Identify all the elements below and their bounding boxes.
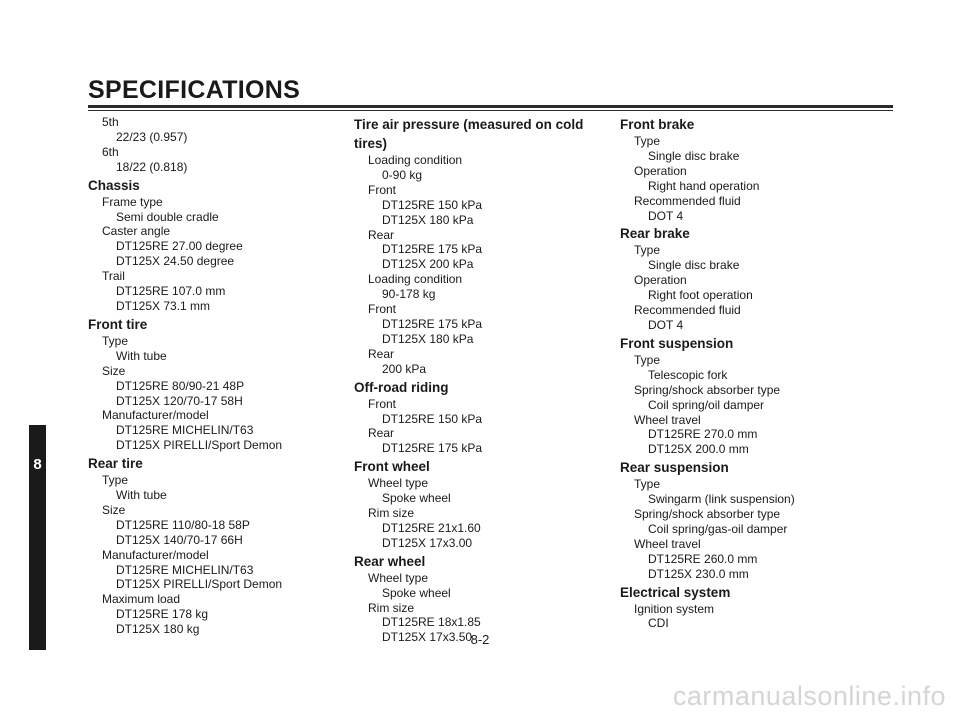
spec-value: DT125X 200.0 mm [648, 442, 749, 457]
spec-value: DT125X 180 kPa [382, 331, 474, 346]
spec-label: Spring/shock absorber type [634, 382, 781, 397]
spec-value: Right foot operation [648, 288, 753, 303]
spec-value: DT125X 180 kPa [382, 212, 474, 227]
spec-label: Wheel type [368, 570, 429, 585]
spec-value: DT125X 120/70-17 58H [116, 393, 243, 408]
spec-value: 18/22 (0.818) [116, 159, 188, 174]
spec-label: Rear [368, 227, 395, 242]
watermark: carmanualsonline.info [672, 681, 946, 711]
spec-label: Size [102, 363, 126, 378]
spec-value: DT125X PIRELLI/Sport Demon [116, 438, 283, 453]
spec-label: Loading condition [368, 272, 463, 287]
spec-value: DT125X 24.50 degree [116, 254, 235, 269]
spec-value: DT125X 17x3.00 [382, 535, 473, 550]
spec-value: DT125X PIRELLI/Sport Demon [116, 577, 283, 592]
spec-value: Spoke wheel [382, 585, 451, 600]
section-heading: Chassis [88, 177, 140, 193]
spec-value: DT125RE 18x1.85 [382, 615, 481, 630]
spec-column-3 [620, 115, 870, 631]
spec-value: DT125RE 260.0 mm [648, 551, 758, 566]
section-heading: Front suspension [620, 335, 734, 351]
spec-label: Ignition system [634, 601, 715, 616]
spec-value: DT125RE 107.0 mm [116, 284, 226, 299]
spec-label: Type [634, 134, 661, 148]
spec-value: With tube [116, 488, 167, 503]
spec-label: Maximum load [102, 592, 181, 607]
spec-label: Caster angle [102, 224, 171, 239]
spec-label: Recommended fluid [634, 303, 741, 318]
spec-label: Wheel travel [634, 536, 701, 551]
spec-value: 90-178 kg [382, 287, 436, 302]
spec-label: Rear [368, 346, 395, 361]
spec-value: Coil spring/gas-oil damper [648, 521, 788, 536]
spec-value: DOT 4 [648, 317, 684, 332]
section-heading: Rear wheel [354, 553, 426, 569]
spec-label: Type [634, 477, 661, 492]
chapter-number: 8 [33, 456, 42, 473]
header-rule-thin [88, 110, 893, 111]
spec-value: 22/23 (0.957) [116, 129, 188, 144]
spec-value: DT125RE 270.0 mm [648, 427, 758, 442]
spec-label: Wheel type [368, 476, 429, 491]
spec-label: Front [368, 302, 397, 317]
spec-value: Single disc brake [648, 148, 740, 163]
spec-value: DT125RE 178 kg [116, 607, 209, 622]
spec-value: Swingarm (link suspension) [648, 492, 795, 507]
spec-label: Trail [102, 269, 125, 284]
spec-label: Type [102, 473, 129, 488]
spec-value: 200 kPa [382, 361, 427, 376]
spec-label: Loading condition [368, 153, 463, 167]
section-heading: Rear suspension [620, 460, 729, 476]
spec-label: Rim size [368, 506, 415, 521]
spec-value: 0-90 kg [382, 167, 423, 182]
spec-label: Recommended fluid [634, 193, 741, 208]
spec-label: 6th [102, 144, 119, 159]
section-heading: Front wheel [354, 459, 430, 475]
spec-value: DT125RE 150 kPa [382, 197, 483, 212]
spec-value: DT125RE 110/80-18 58P [116, 517, 250, 532]
spec-value: DT125RE 175 kPa [382, 441, 483, 456]
spec-value: Right hand operation [648, 178, 760, 193]
spec-label: Type [634, 352, 661, 367]
spec-value: DT125RE 175 kPa [382, 316, 483, 331]
spec-label: Operation [634, 273, 687, 288]
spec-label: 5th [102, 115, 119, 129]
spec-label: Spring/shock absorber type [634, 507, 781, 522]
spec-value: Single disc brake [648, 258, 740, 273]
spec-column-1 [88, 115, 338, 637]
section-heading: Electrical system [620, 584, 731, 600]
page-title: SPECIFICATIONS [88, 76, 301, 104]
section-heading: Front brake [620, 117, 695, 132]
spec-value: Coil spring/oil damper [648, 397, 765, 412]
spec-label: Front [368, 182, 397, 197]
header-rule-thick [88, 105, 893, 108]
spec-value: Telescopic fork [648, 367, 728, 382]
spec-label: Manufacturer/model [102, 408, 209, 423]
spec-column-2 [354, 115, 604, 645]
section-heading: Off-road riding [354, 379, 449, 395]
spec-value: DT125X 140/70-17 66H [116, 532, 243, 547]
spec-label: Manufacturer/model [102, 547, 209, 562]
spec-value: DT125X 17x3.50 [382, 630, 473, 645]
spec-label: Operation [634, 163, 687, 178]
spec-value: DT125RE 150 kPa [382, 411, 483, 426]
spec-label: Type [634, 243, 661, 258]
spec-value: DT125X 73.1 mm [116, 298, 211, 313]
spec-label: Front [368, 396, 397, 411]
spec-value: DT125RE 175 kPa [382, 242, 483, 257]
page-number: 8-2 [470, 632, 490, 647]
spec-label: Rim size [368, 600, 415, 615]
spec-label: Frame type [102, 194, 163, 209]
spec-value: CDI [648, 616, 669, 631]
spec-value: Semi double cradle [116, 209, 219, 224]
spec-label: Wheel travel [634, 412, 701, 427]
spec-value: DOT 4 [648, 208, 684, 223]
spec-value: DT125RE 21x1.60 [382, 520, 481, 535]
spec-value: DT125RE MICHELIN/T63 [116, 562, 254, 577]
spec-label: Type [102, 333, 129, 348]
section-heading: Rear brake [620, 226, 690, 242]
spec-value: DT125RE 80/90-21 48P [116, 378, 245, 393]
spec-value: Spoke wheel [382, 491, 451, 506]
spec-value: DT125X 230.0 mm [648, 566, 749, 581]
spec-value: DT125X 200 kPa [382, 257, 474, 272]
spec-label: Rear [368, 426, 395, 441]
spec-value: DT125RE 27.00 degree [116, 239, 243, 254]
spec-value: DT125X 180 kg [116, 622, 200, 637]
spec-value: With tube [116, 348, 167, 363]
spec-label: Size [102, 502, 126, 517]
spec-value: DT125RE MICHELIN/T63 [116, 423, 254, 438]
section-heading: Tire air pressure (measured on cold tires) [354, 117, 584, 151]
section-heading: Rear tire [88, 456, 143, 472]
section-heading: Front tire [88, 316, 148, 332]
